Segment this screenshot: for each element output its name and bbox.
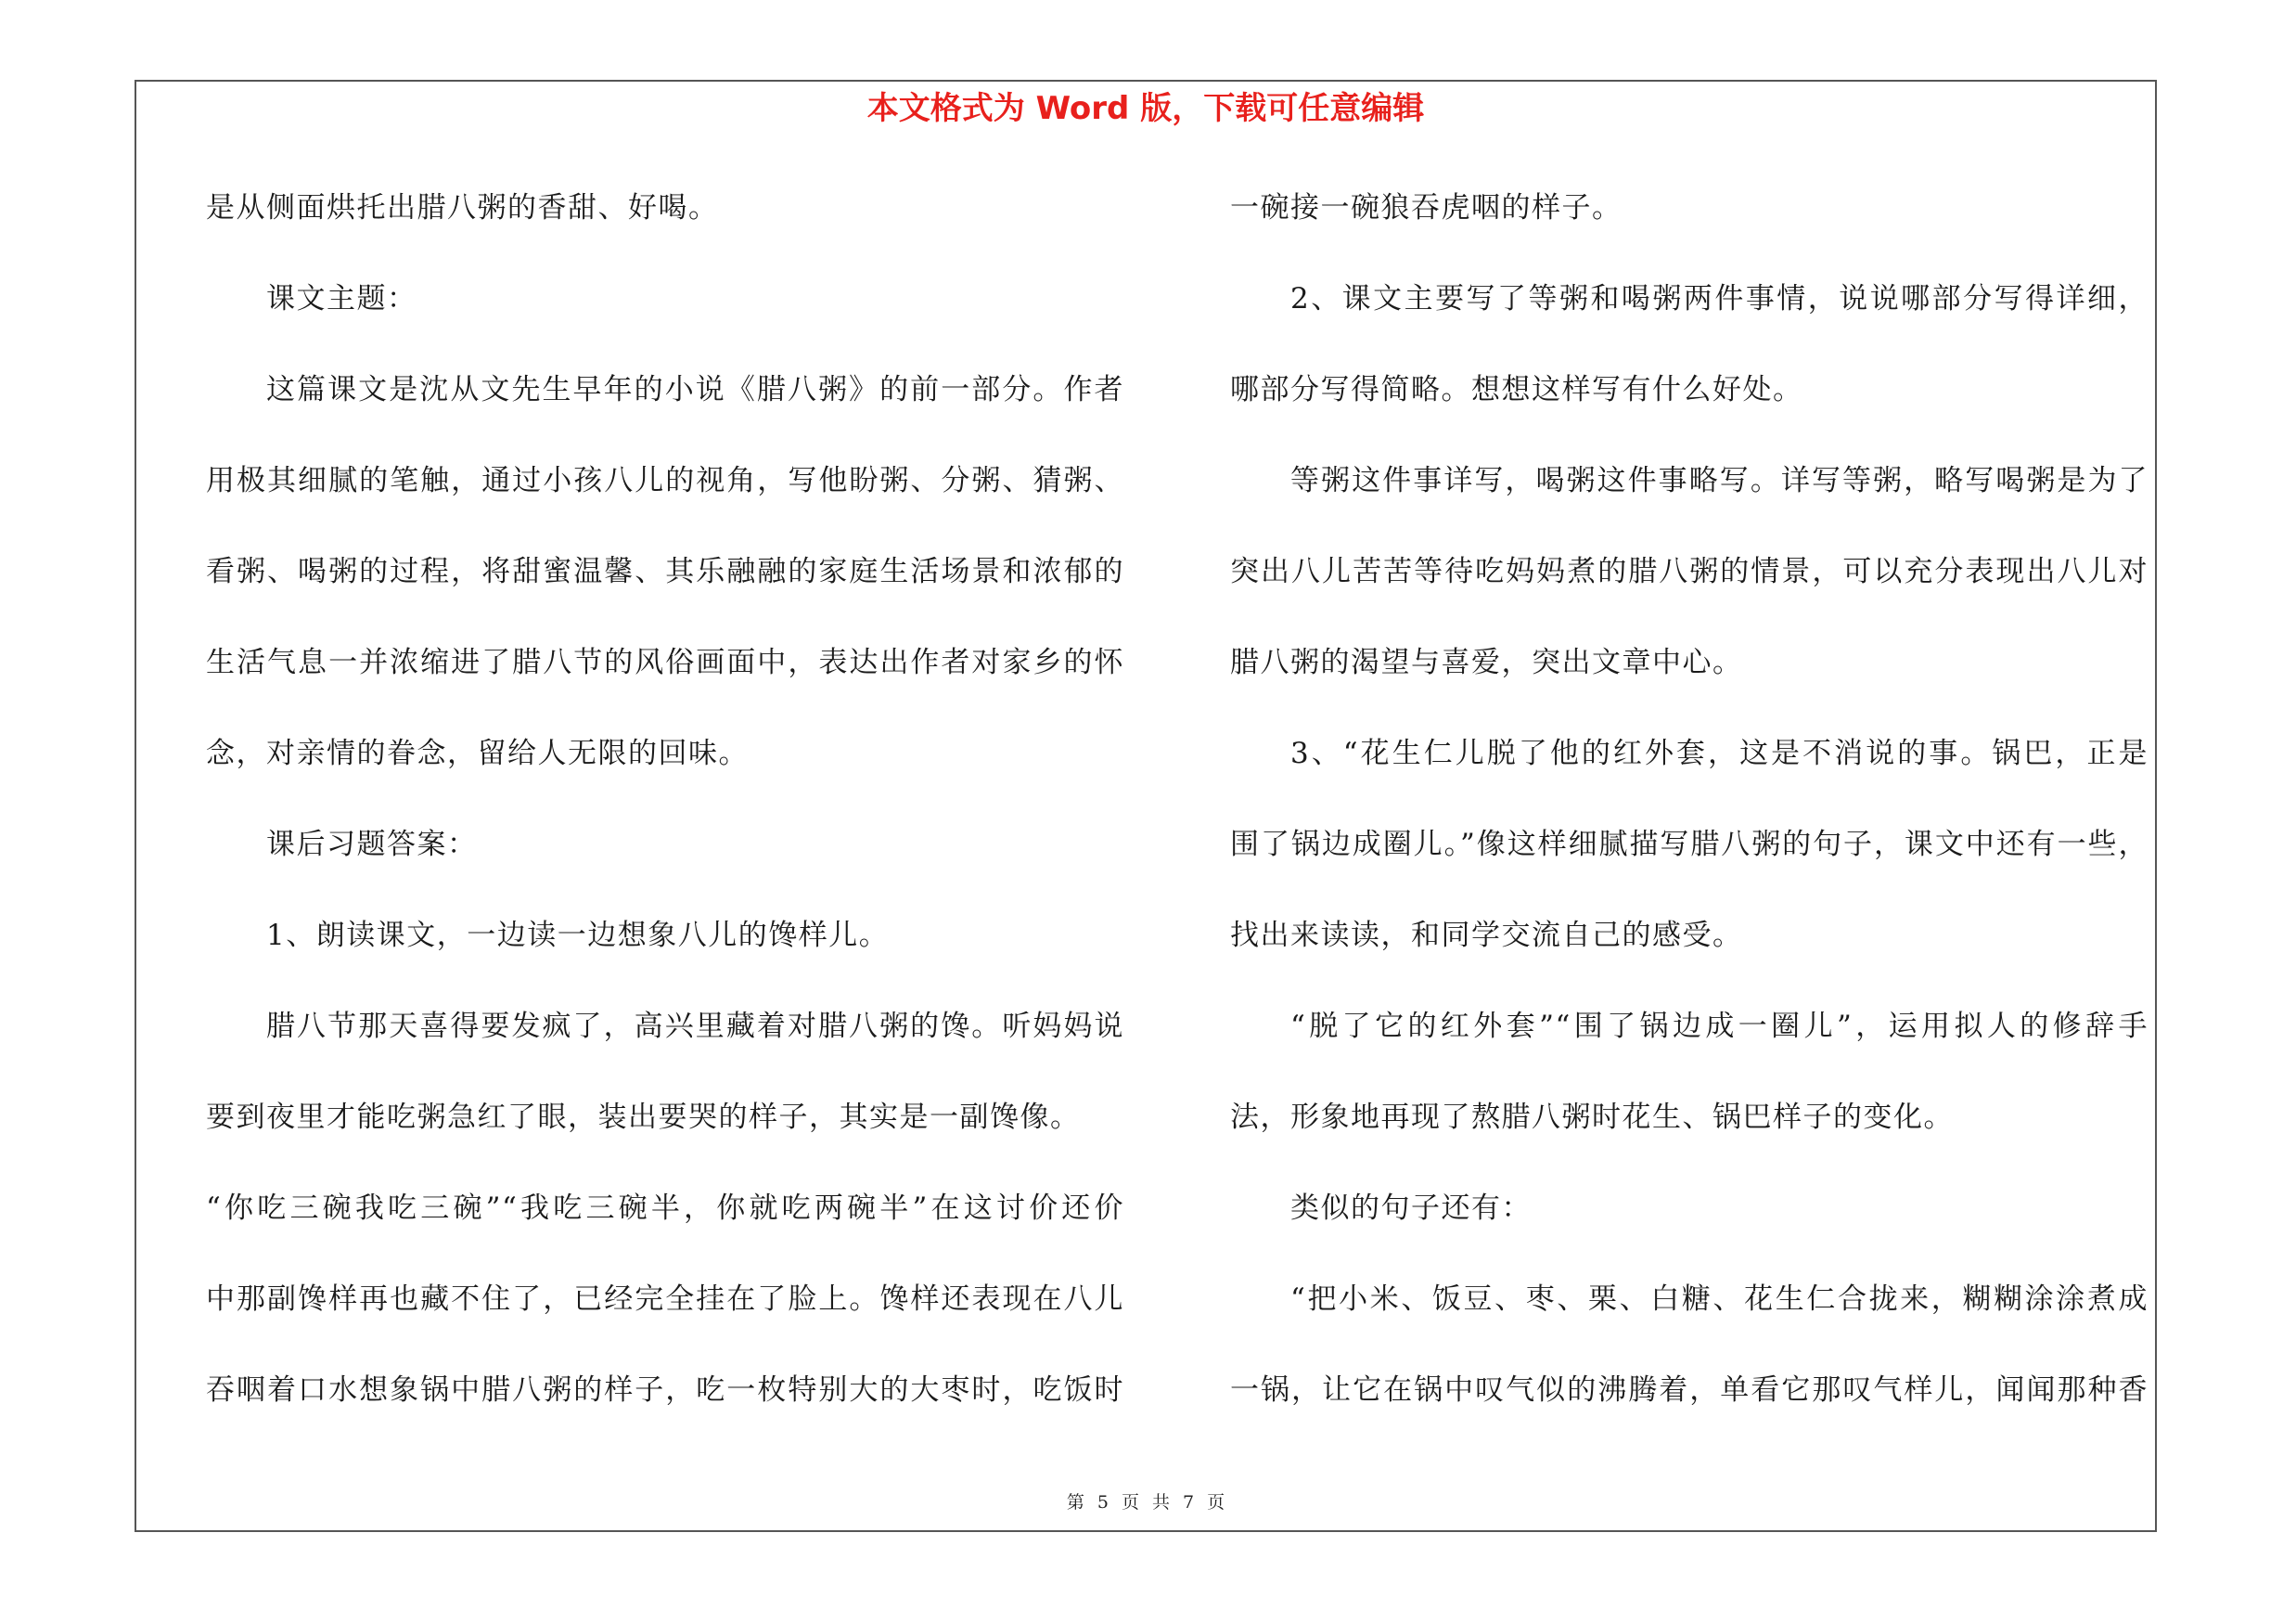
paragraph-line: 一锅，让它在锅中叹气似的沸腾着，单看它那叹气样儿，闻闻那种香 [1230, 1373, 2148, 1407]
right-text-column [1230, 180, 2148, 1453]
paragraph-line: 法，形象地再现了熬腊八粥时花生、锅巴样子的变化。 [1230, 1101, 1954, 1134]
paragraph-line: 等粥这件事详写，喝粥这件事略写。详写等粥，略写喝粥是为了 [1290, 464, 2148, 497]
section-heading: 类似的句子还有： [1290, 1191, 1532, 1225]
document-header-title: 本文格式为 Word 版，下载可任意编辑 [866, 90, 1425, 127]
question-line: 1、朗读课文，一边读一边想象八儿的馋样儿。 [266, 919, 890, 952]
paragraph-line: 用极其细腻的笔触，通过小孩八儿的视角，写他盼粥、分粥、猜粥、 [206, 464, 1124, 497]
question-line: 找出来读读，和同学交流自己的感受。 [1230, 919, 1743, 952]
question-line: 2、课文主要写了等粥和喝粥两件事情，说说哪部分写得详细， [1290, 282, 2148, 316]
question-line: 3、“花生仁儿脱了他的红外套，这是不消说的事。锅巴，正是 [1290, 737, 2148, 770]
paragraph-line: 生活气息一并浓缩进了腊八节的风俗画面中，表达出作者对家乡的怀 [206, 646, 1124, 679]
paragraph-line: 吞咽着口水想象锅中腊八粥的样子，吃一枚特别大的大枣时，吃饭时 [206, 1373, 1124, 1407]
paragraph-line: 腊八节那天喜得要发疯了，高兴里藏着对腊八粥的馋。听妈妈说 [266, 1010, 1124, 1043]
question-line: 围了锅边成圈儿。”像这样细腻描写腊八粥的句子，课文中还有一些， [1230, 828, 2148, 861]
paragraph-line: 看粥、喝粥的过程，将甜蜜温馨、其乐融融的家庭生活场景和浓郁的 [206, 555, 1124, 588]
paragraph-line: 突出八儿苦苦等待吃妈妈煮的腊八粥的情景，可以充分表现出八儿对 [1230, 555, 2148, 588]
paragraph-line: 腊八粥的渴望与喜爱，突出文章中心。 [1230, 646, 1743, 679]
paragraph-line: “脱了它的红外套”“围了锅边成一圈儿”，运用拟人的修辞手 [1290, 1010, 2148, 1043]
paragraph-line: 要到夜里才能吃粥急红了眼，装出要哭的样子，其实是一副馋像。 [206, 1101, 1081, 1134]
left-text-column [206, 180, 1124, 1453]
question-line: 哪部分写得简略。想想这样写有什么好处。 [1230, 373, 1803, 406]
page-number-footer: 第 5 页 共 7 页 [1066, 1492, 1225, 1513]
section-heading: 课后习题答案： [266, 828, 478, 861]
paragraph-line: “把小米、饭豆、枣、栗、白糖、花生仁合拢来，糊糊涂涂煮成 [1290, 1282, 2148, 1316]
section-heading: 课文主题： [266, 282, 417, 316]
paragraph-line: 中那副馋样再也藏不住了，已经完全挂在了脸上。馋样还表现在八儿 [206, 1282, 1124, 1316]
paragraph-line: 是从侧面烘托出腊八粥的香甜、好喝。 [206, 191, 719, 225]
paragraph-line: “你吃三碗我吃三碗”“我吃三碗半，你就吃两碗半”在这讨价还价 [206, 1191, 1124, 1225]
paragraph-line: 这篇课文是沈从文先生早年的小说《腊八粥》的前一部分。作者 [266, 373, 1124, 406]
paragraph-line: 一碗接一碗狼吞虎咽的样子。 [1230, 191, 1623, 225]
paragraph-line: 念，对亲情的眷念，留给人无限的回味。 [206, 737, 749, 770]
